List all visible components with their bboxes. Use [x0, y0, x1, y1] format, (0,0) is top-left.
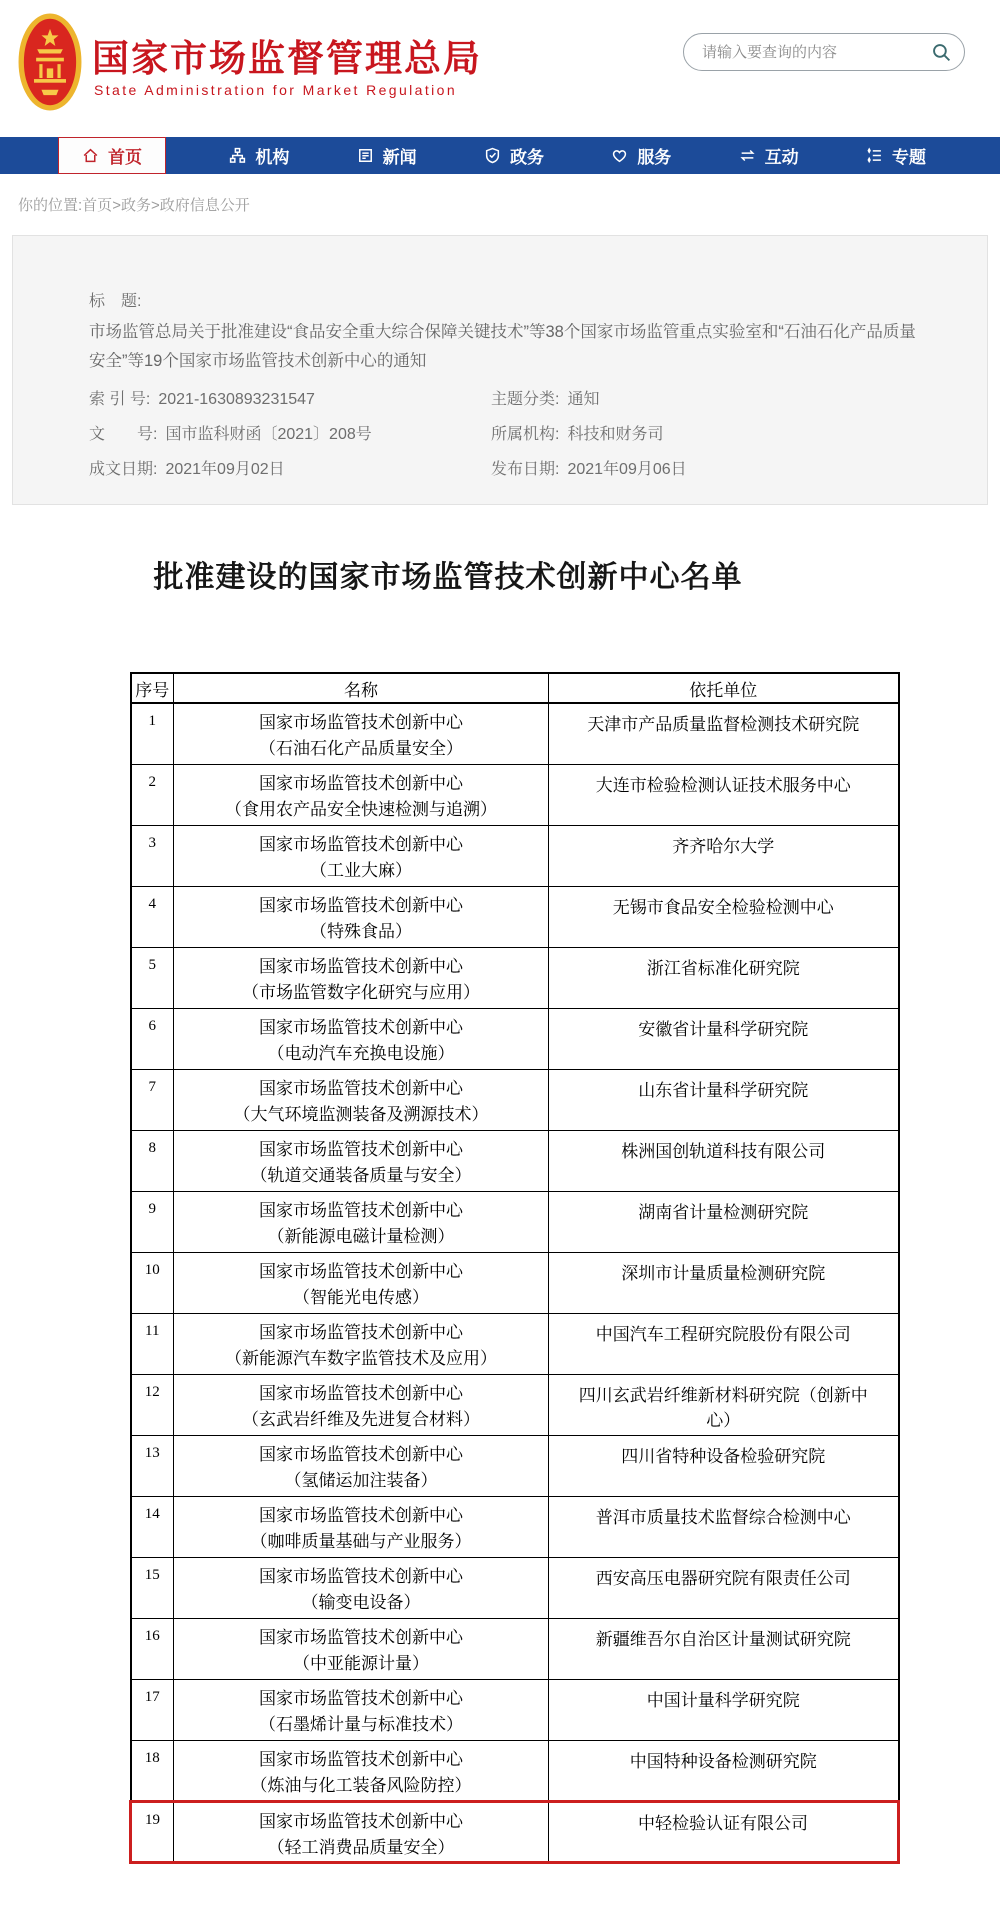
row-name-line2: （市场监管数字化研究与应用） [242, 982, 480, 1002]
row-org: 天津市产品质量监督检测技术研究院 [549, 703, 899, 764]
col-header-name: 名称 [174, 673, 549, 703]
table-row [131, 1008, 899, 1069]
main-nav [0, 137, 1000, 174]
row-name-line1: 国家市场监管技术创新中心 [259, 1688, 463, 1708]
row-name-line2: （轻工消费品质量安全） [267, 1837, 455, 1857]
row-no: 6 [131, 1008, 174, 1069]
table-row [131, 947, 899, 1008]
row-name [174, 1435, 549, 1496]
row-name [174, 1740, 549, 1801]
breadcrumb-prefix: 你的位置: [18, 197, 83, 214]
row-no: 18 [131, 1740, 174, 1801]
site-title: 国家市场监督管理总局 [92, 38, 482, 79]
row-name-line1: 国家市场监管技术创新中心 [259, 1505, 463, 1525]
row-name [174, 886, 549, 947]
row-org: 四川玄武岩纤维新材料研究院（创新中心） [549, 1374, 899, 1435]
newspaper-icon [357, 147, 374, 164]
breadcrumb-separator: > [112, 197, 121, 214]
row-org: 浙江省标准化研究院 [549, 947, 899, 1008]
field-value: 2021年09月06日 [567, 461, 687, 478]
row-name-line1: 国家市场监管技术创新中心 [259, 1139, 463, 1159]
row-name [174, 1313, 549, 1374]
row-name-line2: （智能光电传感） [293, 1287, 429, 1307]
row-no: 14 [131, 1496, 174, 1557]
row-no: 5 [131, 947, 174, 1008]
doc-field-doc-no [89, 421, 372, 444]
row-name [174, 825, 549, 886]
nav-item-gov[interactable] [480, 137, 548, 174]
doc-field-department [491, 421, 663, 444]
row-name [174, 1069, 549, 1130]
nav-label: 政务 [509, 148, 544, 167]
table-row [131, 703, 899, 764]
row-no: 7 [131, 1069, 174, 1130]
row-name-line1: 国家市场监管技术创新中心 [259, 1078, 463, 1098]
table-header-row [131, 673, 899, 703]
row-name-line1: 国家市场监管技术创新中心 [259, 1749, 463, 1769]
row-name [174, 1191, 549, 1252]
table-row [131, 1130, 899, 1191]
row-name [174, 1801, 549, 1862]
doc-field-publish-date [491, 456, 687, 479]
row-name-line2: （玄武岩纤维及先进复合材料） [242, 1409, 480, 1429]
innovation-center-table [129, 672, 900, 1864]
site-header [0, 0, 1000, 135]
row-name-line1: 国家市场监管技术创新中心 [259, 713, 463, 732]
row-org: 湖南省计量检测研究院 [549, 1191, 899, 1252]
row-name-line1: 国家市场监管技术创新中心 [259, 1322, 463, 1342]
row-name [174, 1008, 549, 1069]
row-name [174, 764, 549, 825]
field-label: 发布日期: [491, 461, 560, 478]
field-value: 科技和财务司 [567, 426, 664, 443]
row-org: 山东省计量科学研究院 [549, 1069, 899, 1130]
table-row [131, 1801, 899, 1862]
nav-label: 专题 [891, 148, 926, 167]
row-no: 17 [131, 1679, 174, 1740]
row-name-line2: （咖啡质量基础与产业服务） [250, 1531, 472, 1551]
search-icon[interactable] [931, 42, 952, 63]
table-row [131, 1313, 899, 1374]
row-name-line2: （轨道交通装备质量与安全） [250, 1165, 472, 1185]
table-row [131, 1252, 899, 1313]
row-name [174, 703, 549, 764]
breadcrumb-gov[interactable]: 政务 [120, 197, 151, 214]
breadcrumb-separator: > [150, 197, 160, 214]
field-label: 所属机构: [491, 426, 560, 443]
row-org: 安徽省计量科学研究院 [549, 1008, 899, 1069]
row-name-line2: （石墨烯计量与标准技术） [259, 1714, 463, 1734]
row-name-line1: 国家市场监管技术创新中心 [259, 1017, 463, 1037]
row-name [174, 947, 549, 1008]
row-org: 齐齐哈尔大学 [549, 825, 899, 886]
row-org: 四川省特种设备检验研究院 [549, 1435, 899, 1496]
table-row [131, 1496, 899, 1557]
row-name-line1: 国家市场监管技术创新中心 [259, 1627, 463, 1647]
row-name [174, 1130, 549, 1191]
row-name [174, 1496, 549, 1557]
table-row [131, 1557, 899, 1618]
breadcrumb-info-disclosure[interactable]: 政府信息公开 [159, 197, 250, 214]
nav-item-home[interactable] [58, 137, 166, 174]
nav-label: 服务 [637, 148, 672, 167]
row-name-line2: （工业大麻） [310, 860, 412, 880]
row-name-line1: 国家市场监管技术创新中心 [259, 1566, 463, 1586]
row-name-line1: 国家市场监管技术创新中心 [259, 1200, 463, 1220]
field-value: 2021-1630893231547 [158, 391, 315, 408]
table-row [131, 825, 899, 886]
site-subtitle: State Administration for Market Regulation [94, 82, 458, 98]
row-name [174, 1679, 549, 1740]
row-name-line1: 国家市场监管技术创新中心 [259, 1383, 463, 1403]
row-name-line1: 国家市场监管技术创新中心 [259, 773, 463, 793]
row-org: 中国汽车工程研究院股份有限公司 [549, 1313, 899, 1374]
doc-title-label: 标 题: [89, 293, 142, 310]
table-row [131, 1435, 899, 1496]
row-org: 普洱市质量技术监督综合检测中心 [549, 1496, 899, 1557]
row-name-line1: 国家市场监管技术创新中心 [259, 956, 463, 976]
col-header-no: 序号 [131, 673, 174, 703]
shield-icon [484, 147, 501, 164]
row-no: 8 [131, 1130, 174, 1191]
row-name-line2: （大气环境监测装备及溯源技术） [233, 1104, 489, 1124]
nav-item-interact[interactable] [735, 137, 803, 174]
nav-label: 首页 [108, 148, 142, 167]
row-name-line1: 国家市场监管技术创新中心 [259, 895, 463, 915]
nav-item-service[interactable] [607, 137, 675, 174]
row-name-line2: （输变电设备） [301, 1592, 421, 1612]
nav-item-topics[interactable] [862, 137, 930, 174]
home-icon [82, 147, 99, 164]
nav-item-news[interactable] [353, 137, 421, 174]
nav-item-org[interactable] [225, 137, 293, 174]
table-row [131, 1374, 899, 1435]
row-no: 15 [131, 1557, 174, 1618]
field-label: 成文日期: [89, 461, 158, 478]
row-name-line1: 国家市场监管技术创新中心 [259, 1261, 463, 1281]
breadcrumb [18, 194, 250, 215]
row-no: 13 [131, 1435, 174, 1496]
breadcrumb-home[interactable]: 首页 [82, 197, 113, 214]
row-name [174, 1557, 549, 1618]
row-name-line2: （炼油与化工装备风险防控） [250, 1775, 472, 1795]
row-org: 中国计量科学研究院 [549, 1679, 899, 1740]
row-name-line2: （石油石化产品质量安全） [259, 739, 463, 758]
row-org: 深圳市计量质量检测研究院 [549, 1252, 899, 1313]
table-row [131, 764, 899, 825]
row-name-line2: （新能源电磁计量检测） [267, 1226, 455, 1246]
table-row [131, 1069, 899, 1130]
row-no: 4 [131, 886, 174, 947]
page-title: 批准建设的国家市场监管技术创新中心名单 [153, 561, 743, 594]
table-row [131, 1618, 899, 1679]
row-name-line1: 国家市场监管技术创新中心 [259, 1444, 463, 1464]
national-emblem-logo[interactable] [18, 12, 82, 112]
row-org: 无锡市食品安全检验检测中心 [549, 886, 899, 947]
row-no: 16 [131, 1618, 174, 1679]
doc-title: 市场监管总局关于批准建设“食品安全重大综合保障关键技术”等38个国家市场监管重点实验室和“石油石化产品质量安全”等19个国家市场监管技术创新中心的通知 [89, 323, 916, 370]
table-row [131, 1191, 899, 1252]
document-info-panel [12, 235, 988, 505]
row-org: 中轻检验认证有限公司 [549, 1801, 899, 1862]
field-label: 主题分类: [491, 391, 560, 408]
col-header-org: 依托单位 [549, 673, 899, 703]
doc-field-topic-class [491, 386, 599, 409]
table-row [131, 1740, 899, 1801]
row-name-line1: 国家市场监管技术创新中心 [259, 834, 463, 854]
row-name-line1: 国家市场监管技术创新中心 [259, 1811, 463, 1831]
search-input[interactable] [702, 36, 922, 68]
doc-field-written-date [89, 456, 285, 479]
row-name-line2: （电动汽车充换电设施） [267, 1043, 455, 1063]
row-name-line2: （食用农产品安全快速检测与追溯） [225, 799, 497, 819]
row-name-line2: （新能源汽车数字监管技术及应用） [225, 1348, 497, 1368]
row-no: 9 [131, 1191, 174, 1252]
innovation-table-body [131, 703, 899, 1862]
row-name [174, 1252, 549, 1313]
field-label: 文 号: [89, 426, 158, 443]
row-org: 大连市检验检测认证技术服务中心 [549, 764, 899, 825]
table-row [131, 1679, 899, 1740]
row-name-line2: （特殊食品） [310, 921, 412, 941]
row-no: 2 [131, 764, 174, 825]
row-org: 西安高压电器研究院有限责任公司 [549, 1557, 899, 1618]
field-value: 通知 [567, 391, 600, 408]
table-row [131, 886, 899, 947]
row-org: 中国特种设备检测研究院 [549, 1740, 899, 1801]
row-no: 12 [131, 1374, 174, 1435]
row-name-line2: （氢储运加注装备） [284, 1470, 438, 1490]
nav-label: 新闻 [382, 148, 417, 167]
search-box [683, 33, 965, 71]
swap-arrows-icon [739, 147, 756, 164]
row-no: 10 [131, 1252, 174, 1313]
field-label: 索 引 号: [89, 391, 151, 408]
nav-label: 机构 [255, 148, 290, 167]
row-org: 新疆维吾尔自治区计量测试研究院 [549, 1618, 899, 1679]
row-no: 11 [131, 1313, 174, 1374]
row-name-line2: （中亚能源计量） [293, 1653, 429, 1673]
row-no: 19 [131, 1801, 174, 1862]
doc-field-index-no [89, 386, 315, 409]
star-list-icon [866, 147, 883, 164]
field-value: 国市监科财函〔2021〕208号 [165, 426, 372, 443]
row-name [174, 1374, 549, 1435]
row-no: 1 [131, 703, 174, 764]
row-org: 株洲国创轨道科技有限公司 [549, 1130, 899, 1191]
sitemap-icon [229, 147, 246, 164]
heart-icon [611, 147, 628, 164]
field-value: 2021年09月02日 [165, 461, 285, 478]
row-no: 3 [131, 825, 174, 886]
row-name [174, 1618, 549, 1679]
nav-label: 互动 [764, 148, 799, 167]
